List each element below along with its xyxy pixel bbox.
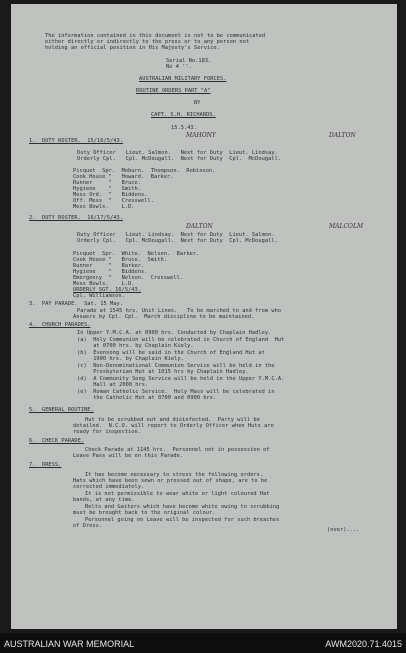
section-4-heading: 4. CHURCH PARADES.	[29, 322, 91, 328]
routine-line-1: Hut to be scrubbed out and disinfected. Party will be	[85, 417, 260, 423]
handwritten-name-dalton-2: DALTON	[186, 223, 213, 230]
off-mess-line: Off. Mess " Cresswell.	[73, 198, 154, 204]
confidential-line-1: The information contained in this document is not to be communicated	[45, 33, 266, 39]
check-parade-line-2: Leave Pass will be on this Parade.	[73, 453, 184, 459]
duty-officer-line-2: Duty Officer Lieut. Lindsay. Next for Duty Lieut. Salmon.	[77, 232, 275, 238]
archive-footer	[0, 633, 406, 653]
cook-house-line-2: Cook House " Bruce. Smith.	[73, 257, 167, 263]
mess-ord-line: Mess Ord. " Biddens.	[73, 192, 148, 198]
pay-parade-line-2: Answers by Cpl. Cpl. March discipline to be maintained.	[73, 314, 255, 320]
section-6-heading: 6. CHECK PARADE.	[29, 438, 85, 444]
church-line-a2: at 0700 hrs. by Chaplain Kiely.	[77, 343, 194, 349]
church-line-a: (a) Holy Communion will be celebrated in Church of England Hut	[77, 337, 285, 343]
orderly-sgt-line: ORDERLY SGT. 16/5/43.	[73, 287, 142, 293]
serial-number: Serial No.183.	[166, 58, 212, 64]
document-title: ROUTINE ORDERS PART "A"	[136, 88, 211, 94]
dress-line-4: It is not permissible to wear white or light coloured Hat	[85, 491, 270, 497]
section-5-heading: 5. GENERAL ROUTINE.	[29, 407, 94, 413]
picquet-line: Picquet Spr. Moburn. Thompson. Robinson.	[73, 168, 216, 174]
section-1-heading: 1. DUTY ROSTER. 15/16/5/43.	[29, 138, 123, 144]
archive-name: AUSTRALIAN WAR MEMORIAL	[4, 639, 135, 649]
dress-line-1: It has become necessary to stress the following orders.	[85, 472, 264, 478]
dress-line-9: of Dress.	[73, 523, 103, 529]
hygiene-line: Hygiene " Smith.	[73, 186, 142, 192]
handwritten-name-mahony: MAHONY	[186, 132, 216, 139]
orderly-sgt-name: Cpl. Williamson.	[73, 293, 125, 299]
check-parade-line-1: Check Parade at 1145 hrs. Personnel not in possession of	[85, 447, 270, 453]
handwritten-name-malcolm: MALCOLM	[329, 223, 364, 230]
church-line-1: In Upper Y.M.C.A. at 0900 hrs. Conducted by Chaplain Hadley.	[77, 330, 272, 336]
church-line-b: (b) Evensong will be said in the Church of England Hut at	[77, 350, 265, 356]
picquet-line-2: Picquet Spr. White. Nelson. Barker.	[73, 251, 200, 257]
dress-line-8: Personnel going on Leave will be inspected for such breaches	[85, 517, 280, 523]
force-title: AUSTRALIAN MILITARY FORCES.	[139, 76, 227, 82]
dress-line-5: bands, at any time.	[73, 497, 135, 503]
runner-line-2: Runner " Barker.	[73, 263, 145, 269]
mess-bowls-line-2: Mess Bowls. L.D.	[73, 281, 135, 287]
church-line-c: (c) Non-Denominational Communion Service will be held in the	[77, 363, 275, 369]
dress-line-7: must be brought back to the original colour.	[73, 510, 216, 516]
church-line-e2: the Catholic Hut at 0700 and 0900 hrs.	[77, 395, 217, 401]
by-line: BY	[194, 100, 201, 106]
order-number: No 4 ''.	[166, 64, 192, 70]
section-3-heading: 3. PAY PARADE. Sat. 15 May.	[29, 301, 123, 307]
archive-reference: AWM2020.71.4015	[325, 639, 402, 649]
mess-bowls-line: Mess Bowls. L.D.	[73, 204, 135, 210]
duty-officer-line: Duty Officer Lieut. Salmon. Next for Duty Lieut. Lindsay.	[77, 150, 278, 156]
church-line-c2: Presbyterian Hut at 1015 hrs by Chaplain Hadley.	[77, 369, 249, 375]
orderly-cpl-line-2: Orderly Cpl. Cpl. McDougall. Next for Duty Cpl. McDougall.	[77, 238, 278, 244]
pay-parade-line-1: Parade at 1545 hrs. Unit Lines. To be marched to and from who	[77, 308, 282, 314]
emergency-line: Emergency " Nelson. Cresswell.	[73, 275, 184, 281]
section-7-heading: 7. DRESS.	[29, 462, 62, 468]
section-2-heading: 2. DUTY ROSTER. 16/17/5/43.	[29, 215, 123, 221]
dress-line-3: corrected immediately.	[73, 484, 145, 490]
church-line-d2: Hall at 2000 hrs.	[77, 382, 149, 388]
runner-line: Runner " Bruce.	[73, 180, 142, 186]
church-line-d: (d) A Community Song Service will be held in the Upper Y.M.C.A.	[77, 376, 285, 382]
handwritten-name-dalton: DALTON	[329, 132, 356, 139]
document-date: 15.5.43.	[171, 125, 197, 131]
hygiene-line-2: Hygiene " Biddens.	[73, 269, 148, 275]
orderly-cpl-line: Orderly Cpl. Cpl. McDougall. Next for Duty Cpl. McDougall.	[77, 156, 282, 162]
church-line-e: (e) Roman Catholic Service. Holy Mass will be celebrated in	[77, 389, 275, 395]
document-page	[11, 4, 397, 629]
cook-house-line: Cook House " Howard. Barker.	[73, 174, 174, 180]
confidential-line-2: either directly or indirectly to the press or to any person not	[45, 39, 250, 45]
routine-line-3: ready for inspection.	[73, 429, 142, 435]
dress-line-6: Belts and Gaiters which have become white owing to scrubbing	[85, 504, 280, 510]
church-line-b2: 1900 hrs. by Chaplain Kiely.	[77, 356, 184, 362]
confidential-line-3: holding an official position in His Majesty's Service.	[45, 45, 220, 51]
dress-line-2: Hats which have been sewn or pressed out of shape, are to be	[73, 478, 268, 484]
author-line: CAPT. S.H. RICHARDS.	[151, 112, 216, 118]
routine-line-2: detailed. N.C.O. will report to Orderly Officer when Huts are	[73, 423, 274, 429]
over-marker: (over)....	[327, 527, 360, 533]
